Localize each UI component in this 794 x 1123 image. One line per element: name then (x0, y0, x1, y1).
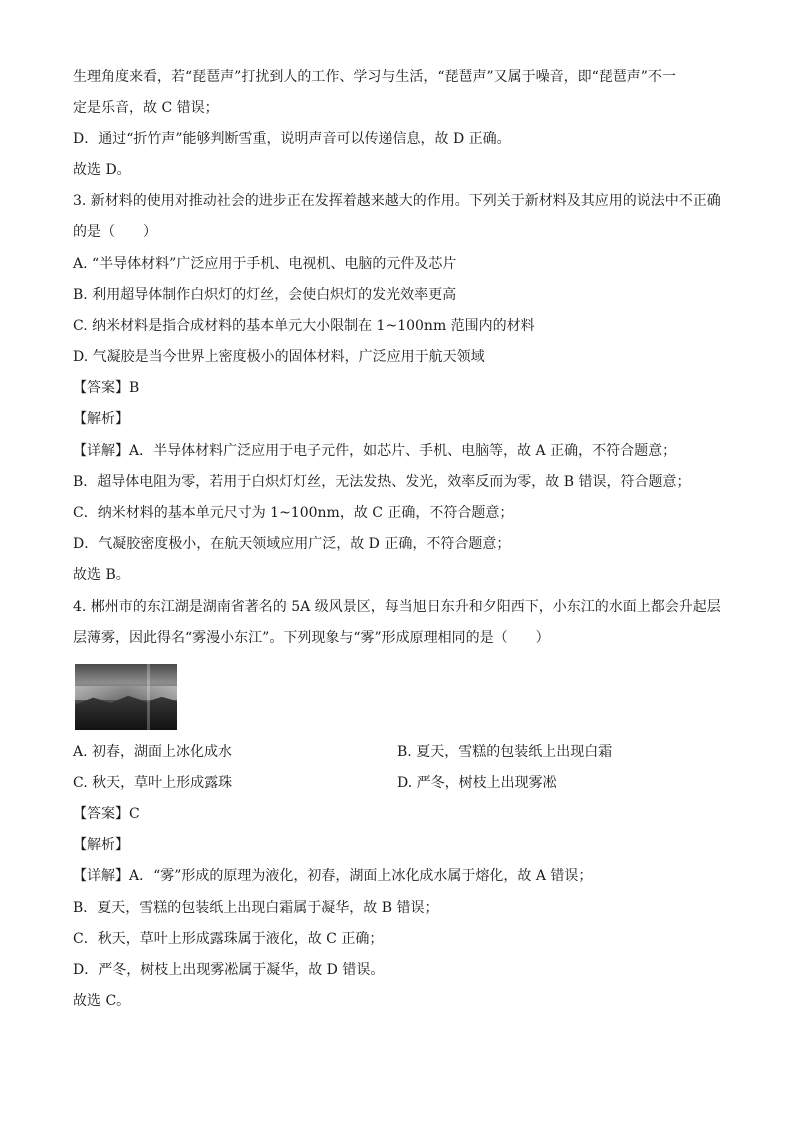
text-line: 定是乐音，故 C 错误； (73, 100, 219, 116)
detail-line: C．秋天，草叶上形成露珠属于液化，故 C 正确； (73, 931, 384, 947)
detail-line: 【详解】A．“雾”形成的原理为液化，初春，湖面上冰化成水属于熔化，故 A 错误； (73, 868, 593, 884)
detail-line: D．严冬，树枝上出现雾凇属于凝华，故 D 错误。 (73, 962, 385, 978)
question-4-option-d: D. 严冬，树枝上出现雾凇 (397, 775, 557, 791)
detail-line: C．纳米材料的基本单元尺寸为 1~100nm，故 C 正确，不符合题意； (73, 505, 514, 521)
photo-seam (147, 664, 150, 730)
text-line: 故选 D。 (73, 162, 131, 178)
hill-silhouette (75, 694, 177, 730)
fog-lake-photo (75, 664, 177, 730)
detail-line: B．夏天，雪糕的包装纸上出现白霜属于凝华，故 B 错误； (73, 900, 439, 916)
question-3-stem: 3. 新材料的使用对推动社会的进步正在发挥着越来越大的作用。下列关于新材料及其应用的说法中不正确 (73, 193, 721, 209)
question-4-option-a: A. 初春，湖面上冰化成水 (73, 744, 233, 760)
text-line: D．通过“折竹声”能够判断雪重，说明声音可以传递信息，故 D 正确。 (73, 131, 511, 147)
analysis-label: 【解析】 (73, 837, 129, 853)
detail-line: D．气凝胶密度极小，在航天领域应用广泛，故 D 正确，不符合题意； (73, 536, 511, 552)
detail-line: B．超导体电阻为零，若用于白炽灯灯丝，无法发热、发光，效率反而为零，故 B 错误，符合题意； (73, 474, 691, 490)
question-4-stem-cont: 层薄雾，因此得名“雾漫小东江”。下列现象与“雾”形成原理相同的是（ ） (73, 630, 550, 646)
question-3-stem-cont: 的是（ ） (73, 224, 157, 240)
question-3-option-c: C. 纳米材料是指合成材料的基本单元大小限制在 1~100nm 范围内的材料 (73, 318, 535, 334)
question-3-option-b: B. 利用超导体制作白炽灯的灯丝，会使白炽灯的发光效率更高 (73, 287, 457, 303)
conclusion-line: 故选 B。 (73, 567, 130, 583)
answer-label: 【答案】B (73, 380, 140, 396)
detail-line: 【详解】A．半导体材料广泛应用于电子元件，如芯片、手机、电脑等，故 A 正确，不符合题意； (73, 443, 677, 459)
question-3-option-d: D. 气凝胶是当今世界上密度极小的固体材料，广泛应用于航天领域 (73, 349, 485, 365)
text-line: 生理角度来看，若“琵琶声”打扰到人的工作、学习与生活，“琵琶声”又属于噪音，即“琵琶声”不一 (73, 69, 676, 85)
conclusion-line: 故选 C。 (73, 993, 131, 1009)
question-4-stem: 4. 郴州市的东江湖是湖南省著名的 5A 级风景区，每当旭日东升和夕阳西下，小东江的水面上都会升起层 (73, 599, 721, 615)
analysis-label: 【解析】 (73, 411, 129, 427)
question-4-option-b: B. 夏天，雪糕的包装纸上出现白霜 (397, 744, 613, 760)
question-3-option-a: A. “半导体材料”广泛应用于手机、电视机、电脑的元件及芯片 (73, 256, 457, 272)
answer-label: 【答案】C (73, 806, 140, 822)
question-4-option-c: C. 秋天，草叶上形成露珠 (73, 775, 233, 791)
